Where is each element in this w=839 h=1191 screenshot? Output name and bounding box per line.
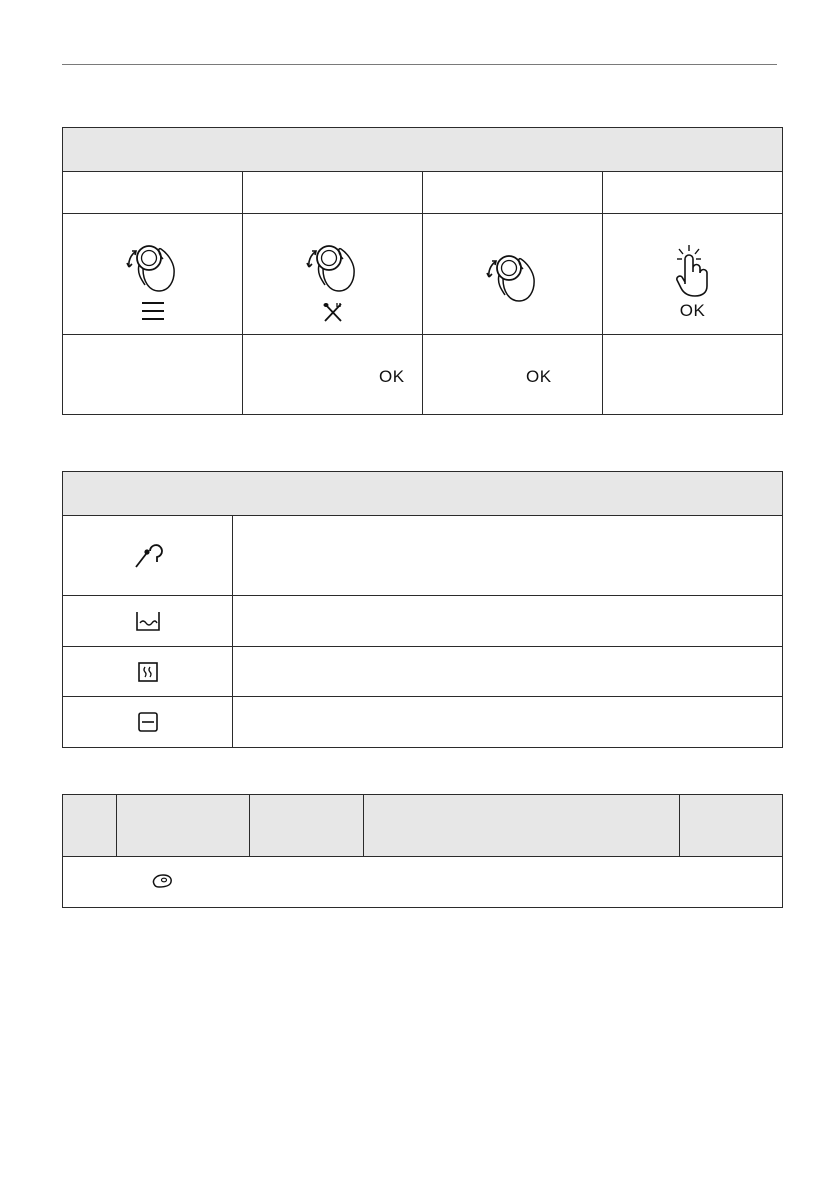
cooking-header-cell (250, 795, 364, 857)
tap-finger-icon (669, 244, 717, 298)
step-4-title-cell (603, 172, 783, 214)
function-desc-cell (233, 697, 783, 748)
steam-heat-icon (137, 661, 159, 683)
core-probe-icon (133, 542, 163, 570)
step-3-text-cell (423, 335, 603, 415)
steps-table (62, 127, 783, 415)
step-2-text-cell (243, 335, 423, 415)
rotate-knob-icon (301, 239, 365, 301)
ok-label: OK (526, 367, 552, 386)
meat-steak-icon (151, 873, 173, 889)
cooking-category-row (63, 857, 783, 908)
page-top-rule (62, 64, 777, 65)
ok-label: OK (679, 301, 706, 320)
function-desc-cell (233, 596, 783, 647)
water-tank-icon (135, 610, 161, 632)
function-table-header (63, 472, 783, 516)
function-desc-cell (233, 647, 783, 697)
steps-table-header (63, 128, 783, 172)
rotate-knob-icon (481, 249, 545, 311)
step-3-icon-cell (423, 214, 603, 335)
minus-square-icon (137, 711, 159, 733)
step-3-title-cell (423, 172, 603, 214)
step-4-text-cell (603, 335, 783, 415)
cooking-header-cell (117, 795, 250, 857)
function-icon-cell (63, 596, 233, 647)
cooking-header-cell (364, 795, 680, 857)
ok-label: OK (379, 367, 405, 386)
cooking-table (62, 794, 783, 908)
step-2-title-cell (243, 172, 423, 214)
menu-icon (141, 301, 165, 321)
function-desc-cell (233, 516, 783, 596)
step-1-icon-cell (63, 214, 243, 335)
step-1-title-cell (63, 172, 243, 214)
function-table (62, 471, 783, 748)
function-icon-cell (63, 697, 233, 748)
step-1-text-cell (63, 335, 243, 415)
cooking-header-cell (63, 795, 117, 857)
cutlery-icon (322, 302, 344, 322)
function-icon-cell (63, 516, 233, 596)
cooking-header-cell (680, 795, 783, 857)
function-icon-cell (63, 647, 233, 697)
step-2-icon-cell (243, 214, 423, 335)
rotate-knob-icon (121, 239, 185, 301)
step-4-icon-cell (603, 214, 783, 335)
